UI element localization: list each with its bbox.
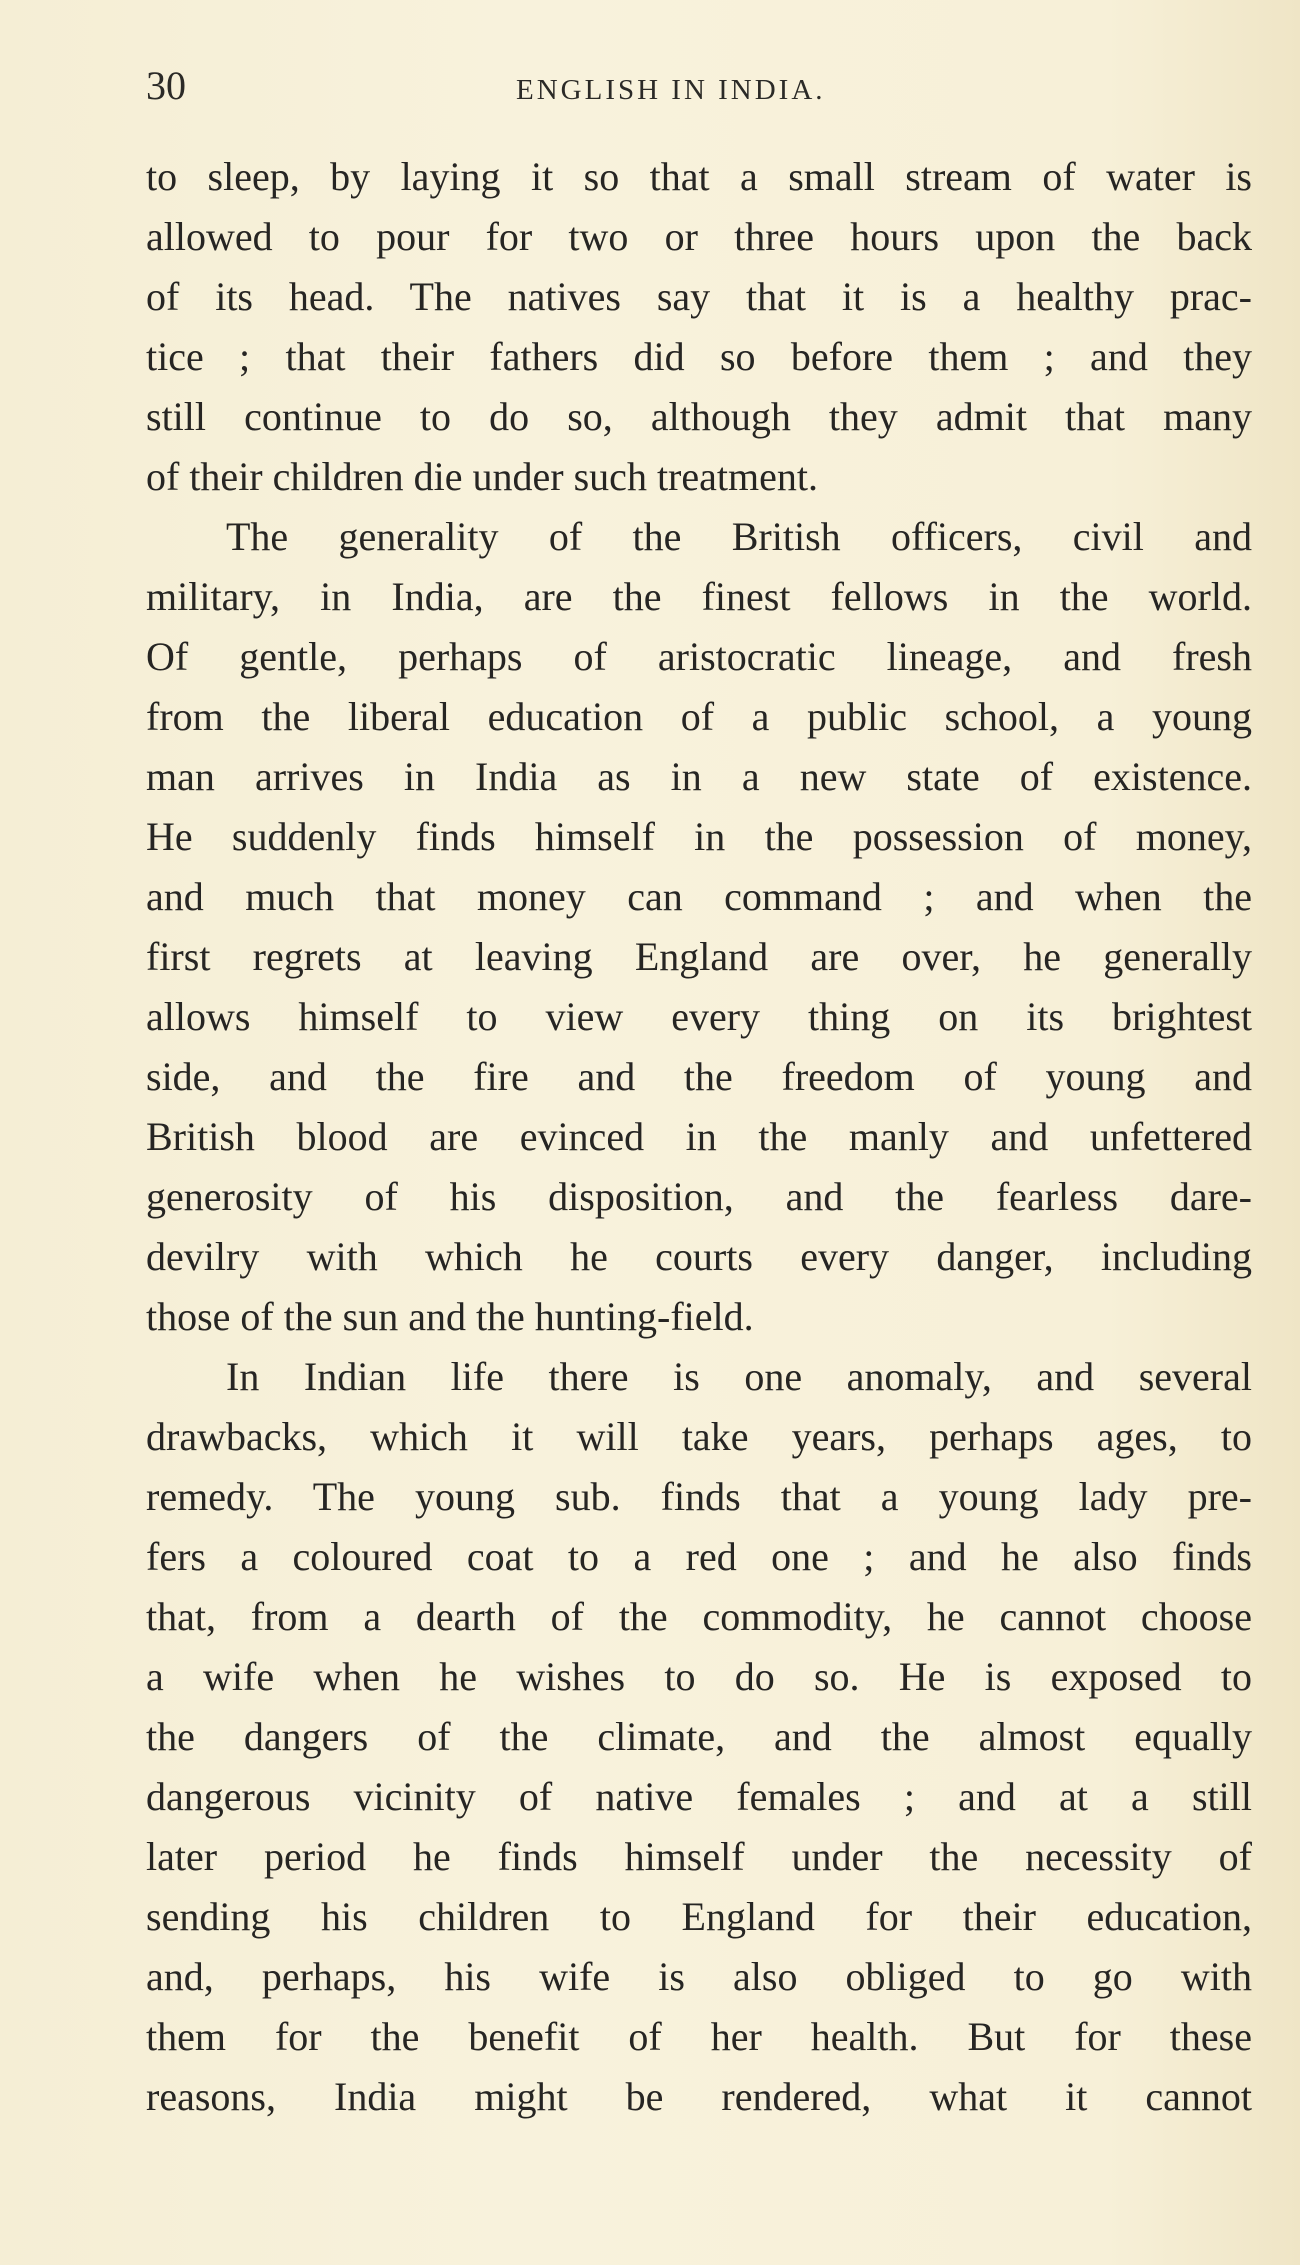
text-line: them for the benefit of her health. But for these [146, 2014, 1252, 2059]
text-line: later period he finds himself under the necessity of [146, 1834, 1252, 1879]
text-line: British blood are evinced in the manly and unfettered [146, 1114, 1252, 1159]
text-line: to sleep, by laying it so that a small stream of water is [146, 154, 1252, 199]
text-line: fers a coloured coat to a red one ; and he also finds [146, 1534, 1252, 1579]
text-line: He suddenly finds himself in the possession of money, [146, 814, 1252, 859]
text-line: In Indian life there is one anomaly, and several [226, 1354, 1252, 1399]
text-line: remedy. The young sub. finds that a young lady pre- [146, 1474, 1252, 1519]
text-line: that, from a dearth of the commodity, he cannot choose [146, 1594, 1252, 1639]
text-line: military, in India, are the finest fellows in the world. [146, 574, 1252, 619]
text-line: allows himself to view every thing on its brightest [146, 994, 1252, 1039]
text-line: of their children die under such treatment. [146, 454, 818, 499]
text-line: of its head. The natives say that it is a healthy prac- [146, 274, 1252, 319]
text-line: man arrives in India as in a new state of existence. [146, 754, 1252, 799]
text-line: dangerous vicinity of native females ; and at a still [146, 1774, 1252, 1819]
text-line: those of the sun and the hunting-field. [146, 1294, 754, 1339]
running-head: ENGLISH IN INDIA. [516, 74, 826, 106]
text-line: allowed to pour for two or three hours upon the back [146, 214, 1252, 259]
body-text [146, 147, 1252, 2127]
text-line: The generality of the British officers, civil and [226, 514, 1252, 559]
text-line: reasons, India might be rendered, what it cannot [146, 2074, 1252, 2119]
text-line: the dangers of the climate, and the almost equally [146, 1714, 1252, 1759]
text-line: first regrets at leaving England are over, he generally [146, 934, 1252, 979]
text-line: generosity of his disposition, and the fearless dare- [146, 1174, 1252, 1219]
text-line: sending his children to England for their education, [146, 1894, 1252, 1939]
text-line: from the liberal education of a public school, a young [146, 694, 1252, 739]
text-line: and, perhaps, his wife is also obliged to go with [146, 1954, 1252, 1999]
text-line: still continue to do so, although they admit that many [146, 394, 1252, 439]
text-line: a wife when he wishes to do so. He is exposed to [146, 1654, 1252, 1699]
text-line: drawbacks, which it will take years, perhaps ages, to [146, 1414, 1252, 1459]
text-line: side, and the fire and the freedom of young and [146, 1054, 1252, 1099]
page-header [146, 58, 1246, 118]
text-line: devilry with which he courts every danger, including [146, 1234, 1252, 1279]
text-line: tice ; that their fathers did so before them ; and they [146, 334, 1252, 379]
page-number: 30 [146, 63, 186, 108]
text-line: and much that money can command ; and when the [146, 874, 1252, 919]
text-line: Of gentle, perhaps of aristocratic lineage, and fresh [146, 634, 1252, 679]
